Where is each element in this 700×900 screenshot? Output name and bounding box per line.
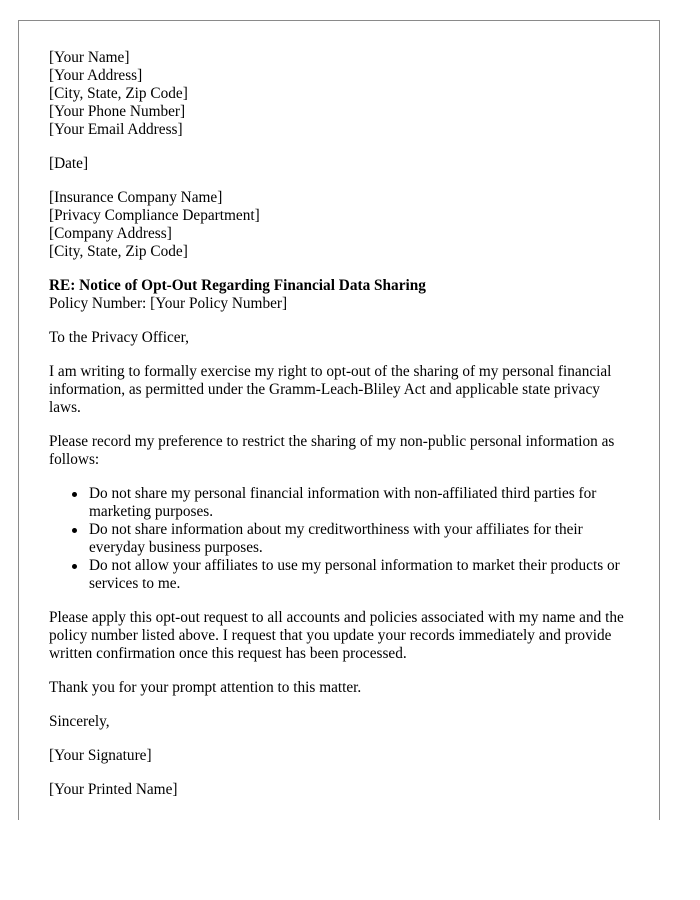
date-block <box>49 155 635 173</box>
bullet-icon <box>72 528 77 533</box>
letter-body <box>49 49 635 815</box>
subject-re-line: RE: Notice of Opt-Out Regarding Financial Data Sharing <box>49 277 426 294</box>
list-item <box>89 557 635 593</box>
sender-email: [Your Email Address] <box>49 121 183 138</box>
closing-sincerely: Sincerely, <box>49 713 110 730</box>
recipient-city-state-zip: [City, State, Zip Code] <box>49 243 188 260</box>
signature-line: [Your Signature] <box>49 747 152 764</box>
intro-paragraph: I am writing to formally exercise my right to opt-out of the sharing of my personal financial information, as permitted under the Gramm-Leach-Bliley Act and applicable state privacy laws. <box>49 363 612 416</box>
list-item-text: Do not share information about my creditworthiness with your affiliates for their everyday business purposes. <box>89 521 583 556</box>
recipient-company: [Insurance Company Name] <box>49 189 223 206</box>
opt-out-list <box>49 485 635 593</box>
list-item-text: Do not allow your affiliates to use my personal information to market their products or services to me. <box>89 557 620 592</box>
subject-block <box>49 277 635 313</box>
bullet-icon <box>72 492 77 497</box>
list-item-text: Do not share my personal financial information with non-affiliated third parties for marketing purposes. <box>89 485 597 520</box>
apply-paragraph: Please apply this opt-out request to all accounts and policies associated with my name and the policy number listed above. I request that you update your records immediately and provide written confirmation once this request has been processed. <box>49 609 624 662</box>
list-item <box>89 521 635 557</box>
printed-name-line: [Your Printed Name] <box>49 781 178 798</box>
recipient-department: [Privacy Compliance Department] <box>49 207 260 224</box>
letter-date: [Date] <box>49 155 89 172</box>
recipient-address: [Company Address] <box>49 225 172 242</box>
sender-name: [Your Name] <box>49 49 130 66</box>
preference-paragraph: Please record my preference to restrict the sharing of my non-public personal information as follows: <box>49 433 615 468</box>
policy-number-line: Policy Number: [Your Policy Number] <box>49 295 288 312</box>
sender-city-state-zip: [City, State, Zip Code] <box>49 85 188 102</box>
sender-phone: [Your Phone Number] <box>49 103 186 120</box>
list-item <box>89 485 635 521</box>
sender-block <box>49 49 635 139</box>
bullet-icon <box>72 564 77 569</box>
sender-address: [Your Address] <box>49 67 143 84</box>
letter-page <box>18 20 660 820</box>
recipient-block <box>49 189 635 261</box>
salutation: To the Privacy Officer, <box>49 329 189 346</box>
thanks-paragraph: Thank you for your prompt attention to this matter. <box>49 679 362 696</box>
